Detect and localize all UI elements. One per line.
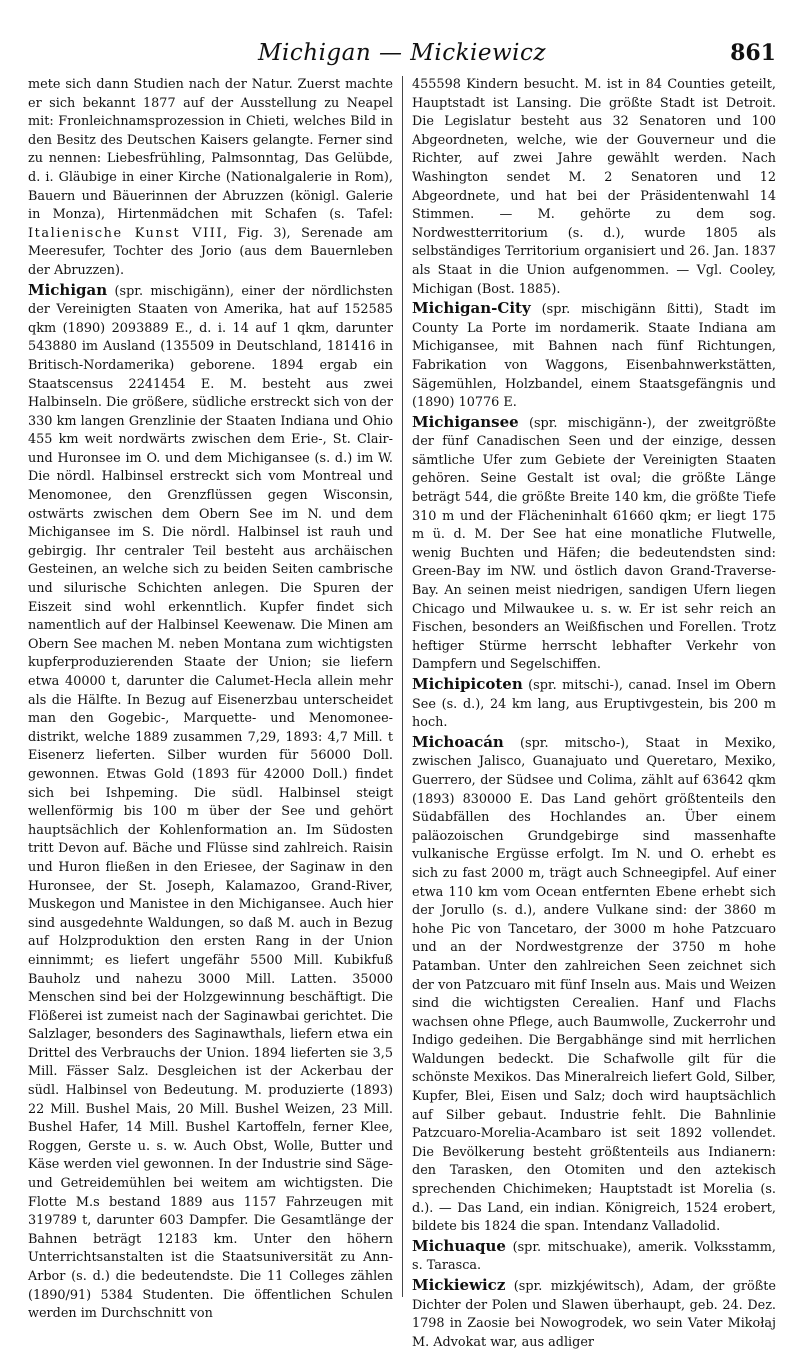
- text-columns: [28, 76, 776, 1350]
- headword-michuaque: Michuaque: [412, 1236, 506, 1255]
- left-column: [28, 76, 402, 1322]
- headword-michigan-city: Michigan-City: [412, 299, 531, 318]
- entry-michoacan: [412, 733, 776, 1237]
- entry-text-michigan: (spr. mischigänn), einer der nördlichsten der Vereinigten Staaten von Amerika, hat auf 152585 qkm (1890) 2093889 E., d. i. 14 auf 1 qkm, darunter 543880 im Ausland (135509 in Deutschland, 181416 in Britisch-Nordamerika) geborene. 1894 ergab ein Staatscensus 2241454 E. M. besteht aus zwei Halbinseln. Die größere, südliche erstreckt sich von der 330 km langen Grenzlinie der Staaten Indiana und Ohio 455 km weit nordwärts zwischen dem Erie-, St. Clair- und Huronsee im O. und dem Michigansee (s. d.) im W. Die nördl. Halbinsel erstreckt sich vom Montreal und Menomonee, den Grenzflüssen gegen Wisconsin, ostwärts zwischen dem Obern See im N. und dem Michigansee im S. Die nördl. Halbinsel ist rauh und gebirgig. Ihr centraler Teil besteht aus archäischen Gesteinen, an welche sich zu beiden Seiten cambrische und silurische Schichten anlegen. Die Spuren der Eiszeit sind wohl erkenntlich. Kupfer findet sich namentlich auf der Halbinsel Keewenaw. Die Minen am Obern See machen M. neben Montana zum wichtigsten kupferproduzierenden Staate der Union; sie liefern etwa 40000 t, darunter die Calumet-Hecla allein mehr als die Hälfte. In Bezug auf Eisenerzbau unterscheidet man den Gogebic-, Marquette- und Menomonee-distrikt, welche 1889 zusammen 7,29, 1893: 4,7 Mill. t Eisenerz lieferten. Silber wurden für 56000 Doll. gewonnen. Etwas Gold (1893 für 42000 Doll.) findet sich bei Ishpeming. Die südl. Halbinsel steigt wellenförmig bis 100 m über der See und gehört hauptsächlich der Kohlenformation an. Im Südosten tritt Devon auf. Bäche und Flüsse sind zahlreich. Raisin und Huron fließen in den Eriesee, der Saginaw in den Huronsee, der St. Joseph, Kalamazoo, Grand-River, Muskegon und Manistee in den Michigansee. Auch hier sind ausgedehnte Waldungen, so daß M. auch in Bezug auf Holzproduktion den ersten Rang in der Union einnimmt; es liefert ungefähr 5500 Mill. Kubikfuß Bauholz und nahezu 3000 Mill. Latten. 35000 Menschen sind bei der Holzgewinnung beschäftigt. Die Flößerei ist zumeist nach der Saginawbai gerichtet. Die Salzlager, besonders des Saginawthals, liefern etwa ein Drittel des Verbrauchs der Union. 1894 lieferten sie 3,5 Mill. Fässer Salz. Desgleichen ist der Ackerbau der südl. Halbinsel von Bedeutung. M. produzierte (1893) 22 Mill. Bushel Mais, 20 Mill. Bushel Weizen, 23 Mill. Bushel Hafer, 14 Mill. Bushel Kartoffeln, ferner Klee, Roggen, Gerste u. s. w. Auch Obst, Wolle, Butter und Käse werden viel gewonnen. In der Industrie sind Säge- und Getreidemühlen bei weitem am wichtigsten. Die Flotte M.s bestand 1889 aus 1157 Fahrzeugen mit 319789 t, darunter 603 Dampfer. Die Gesamtlänge der Bahnen beträgt 12183 km. Unter den höhern Unterrichtsanstalten ist die Staatsuniversität zu Ann-Arbor (s. d.) die bedeutendste. Die 11 Colleges zählen (1890/91) 5384 Studenten. Die öffentlichen Schulen werden im Durchschnitt von: [28, 283, 393, 1322]
- headword-michoacan: Michoacán: [412, 732, 504, 751]
- entry-text-michigansee: (spr. mischigänn-), der zweitgrößte der fünf Canadischen Seen und der einzige, dessen sämtliche Ufer zum Gebiete der Vereinigten Staaten gehören. Seine Gestalt ist oval; die größte Länge beträgt 544, die größte Breite 140 km, die größte Tiefe 310 m und der Flächeninhalt 61660 qkm; er liegt 175 m ü. d. M. Der See hat eine monatliche Flutwelle, wenig Buchten und Häfen; die bedeutendsten sind: Green-Bay im NW. und östlich davon Grand-Traverse-Bay. An seinen meist niedrigen, sandigen Ufern liegen Chicago und Milwaukee u. s. w. Er ist sehr reich an Fischen, besonders an Weißfischen und Forellen. Trotz heftiger Stürme herrscht lebhafter Verkehr von Dampfern und Segelschiffen.: [412, 415, 776, 673]
- plate-reference: Italienische Kunst VIII: [28, 225, 224, 241]
- entry-michigansee: [412, 413, 776, 675]
- entry-text-michoacan: (spr. mitscho-), Staat in Mexiko, zwischen Jalisco, Guanajuato und Queretaro, Mexiko, Guerrero, der Südsee und Colima, zählt auf 63642 qkm (1893) 830000 E. Das Land gehört größtenteils den Südabfällen des Hochlandes an. Über einem paläozoischen Grundgebirge sind massenhafte vulkanische Ergüsse erfolgt. Im N. und O. erhebt es sich zu fast 2000 m, trägt auch Schneegipfel. Auf einer etwa 110 km vom Ocean entfernten Ebene erhebt sich der Jorullo (s. d.), andere Vulkane sind: der 3860 m hohe Pic von Tancetaro, der 3000 m hohe Patzcuaro und an der Nordwestgrenze der 3750 m hohe Patamban. Unter den zahlreichen Seen zeichnet sich der von Patzcuaro mit fünf Inseln aus. Mais und Weizen sind die wichtigsten Cerealien. Hanf und Flachs wachsen ohne Pflege, auch Baumwolle, Zuckerrohr und Indigo gedeihen. Die Bergabhänge sind mit herrlichen Waldungen bedeckt. Die Schafwolle gilt für die schönste Mexikos. Das Mineralreich liefert Gold, Silber, Kupfer, Blei, Eisen und Salz; doch wird hauptsächlich auf Silber gebaut. Industrie fehlt. Die Bahnlinie Patzcuaro-Morelia-Acambaro ist seit 1892 vollendet. Die Bevölkerung besteht größtenteils aus Indianern: den Tarasken, den Otomiten und den aztekisch sprechenden Chichimeken; Hauptstadt ist Morelia (s. d.). — Das Land, ein indian. Königreich, 1524 erobert, bildete bis 1824 die span. Intendanz Valladolid.: [412, 735, 776, 1235]
- page-number: 861: [730, 40, 776, 66]
- entry-text-michigan-continued: 455598 Kindern besucht. M. ist in 84 Counties geteilt, Hauptstadt ist Lansing. Die größte Stadt ist Detroit. Die Legislatur besteht aus 32 Senatoren und 100 Abgeordneten, welche, wie der Gouverneur und die Richter, auf zwei Jahre gewählt werden. Nach Washington sendet M. 2 Senatoren und 12 Abgeordnete, und hat bei der Präsidentenwahl 14 Stimmen. — M. gehörte zu dem sog. Nordwestterritorium (s. d.), wurde 1805 als selbständiges Territorium organisiert und 26. Jan. 1837 als Staat in die Union aufgenommen. — Vgl. Cooley, Michigan (Bost. 1885).: [412, 77, 776, 297]
- continuation-text-1: mete sich dann Studien nach der Natur. Zuerst machte er sich bekannt 1877 auf der Ausstellung zu Neapel mit: Fronleichnamsprozession in Chieti, welches Bild in den Besitz des Deutschen Kaisers gelangte. Ferner sind zu nennen: Liebesfrühling, Palmsonntag, Das Gelübde, d. i. Gläubige in einer Kirche (Nationalgalerie in Rom), Bauern und Bäuerinnen der Abruzzen (königl. Galerie in Monza), Hirtenmädchen mit Schafen (s. Tafel:: [28, 77, 393, 223]
- entry-michigan-continued: [412, 76, 776, 299]
- entry-michigan-city: [412, 299, 776, 413]
- page-header: [28, 0, 776, 76]
- running-head: Michigan — Mickiewicz: [257, 40, 547, 66]
- continuation-text-2: , Fig. 3), Serenade am Meeresufer, Tochter des Jorio (aus dem Bauernleben der Abruzzen).: [28, 225, 393, 278]
- headword-michigan: Michigan: [28, 280, 108, 299]
- entry-michigan: [28, 281, 393, 1324]
- entry-text-michuaque: (spr. mitschuake), amerik. Volksstamm, s. Tarasca.: [412, 1239, 776, 1274]
- entry-michipicoten: [412, 675, 776, 733]
- entry-mickiewicz: [412, 1276, 776, 1352]
- headword-michipicoten: Michipicoten: [412, 675, 523, 693]
- entry-text-mickiewicz: (spr. mizkjéwitsch), Adam, der größte Dichter der Polen und Slawen überhaupt, geb. 24. Dez. 1798 in Zaosie bei Nowogrodek, wo sein Vater Mikołaj M. Advokat war, aus adliger: [412, 1279, 776, 1350]
- entry-michuaque: [412, 1237, 776, 1276]
- entry-text-michigan-city: (spr. mischigänn ßitti), Stadt im County La Porte im nordamerik. Staate Indiana am Michigansee, mit Bahnen nach fünf Richtungen, Fabrikation von Waggons, Eisenbahnwerkstätten, Sägemühlen, Holzbandel, einem Staatsgefängnis und (1890) 10776 E.: [412, 302, 776, 411]
- entry-text-michipicoten: (spr. mitschi-), canad. Insel im Obern See (s. d.), 24 km lang, aus Eruptivgestein, bis 200 m hoch.: [412, 678, 776, 731]
- entry-continuation: [28, 76, 393, 281]
- headword-mickiewicz: Mickiewicz: [412, 1276, 506, 1294]
- headword-michigansee: Michigansee: [412, 412, 519, 431]
- right-column: [402, 76, 776, 1350]
